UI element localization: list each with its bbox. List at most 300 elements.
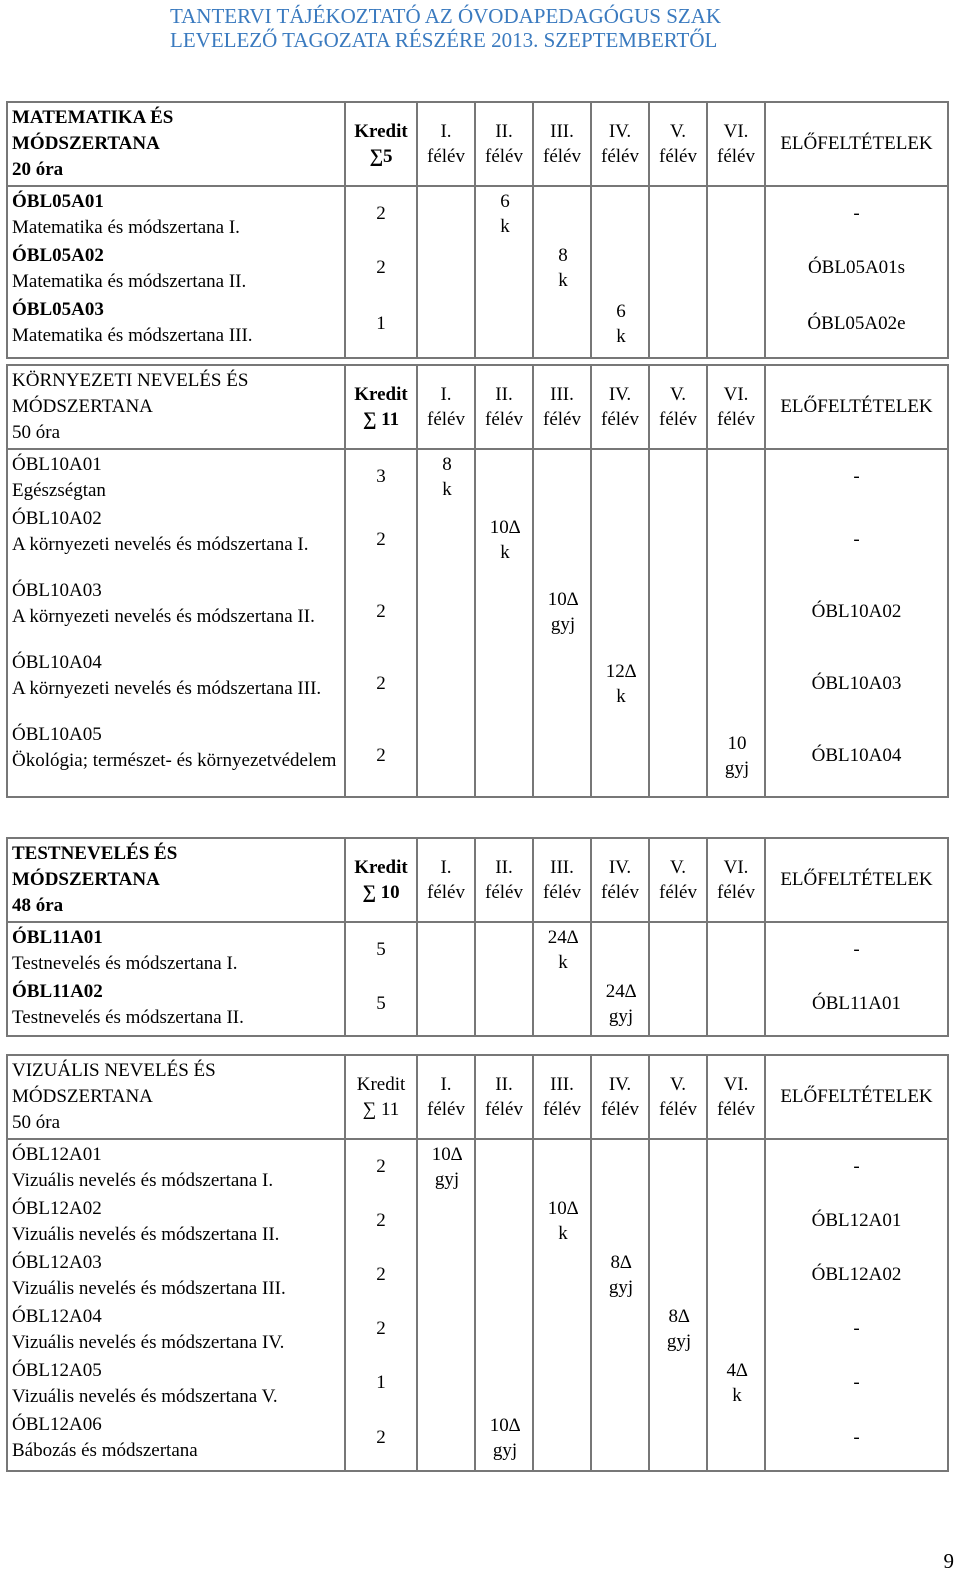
contact-hours: 10	[727, 733, 747, 754]
semester-number: V.	[669, 1074, 687, 1095]
prereq-value: ÓBL10A03	[811, 673, 902, 694]
subject-item	[12, 722, 340, 794]
prereq-value: ÓBL10A02	[811, 601, 902, 622]
semester-word: félév	[485, 882, 523, 903]
semester-word: félév	[485, 1099, 523, 1120]
semester-header-s6	[707, 1055, 765, 1139]
semester-marks	[650, 187, 706, 353]
title-line: TESTNEVELÉS ÉS	[12, 843, 178, 864]
subject-table	[6, 837, 949, 1037]
exam-mark	[476, 189, 534, 239]
semester-number: IV.	[608, 121, 632, 142]
subject-name: Egészségtan	[12, 480, 106, 501]
semester-marks	[534, 450, 590, 792]
subject-item	[12, 979, 340, 1033]
semester-word: félév	[601, 146, 639, 167]
kredit-value: 2	[376, 257, 386, 278]
kredit-value: 2	[376, 1427, 386, 1448]
exam-mark	[418, 1142, 476, 1192]
exam-mark	[592, 659, 650, 709]
subject-name: Vizuális nevelés és módszertana II.	[12, 1224, 280, 1245]
kredit-value: 2	[376, 1318, 386, 1339]
title-line: KÖRNYEZETI NEVELÉS ÉS	[12, 370, 249, 391]
semester-header-s4	[591, 365, 649, 449]
subject-code: ÓBL10A03	[12, 580, 102, 601]
table-body-row	[7, 186, 948, 358]
table-body-row	[7, 1139, 948, 1471]
semester-header-s2	[475, 838, 533, 922]
prereq-value: -	[853, 939, 860, 960]
subject-item	[12, 1412, 340, 1468]
kredit-value: 2	[376, 1264, 386, 1285]
subject-list	[7, 1139, 345, 1471]
subject-item	[12, 1358, 340, 1412]
prereq-value: ÓBL11A01	[811, 993, 902, 1014]
assessment-type: k	[500, 542, 510, 563]
semester-word: félév	[717, 882, 755, 903]
subject-group-title	[7, 365, 345, 449]
kredit-values	[346, 1140, 416, 1466]
kredit-values	[346, 450, 416, 792]
subject-code: ÓBL12A06	[12, 1414, 102, 1435]
assessment-type: gyj	[434, 1169, 460, 1190]
assessment-type: k	[732, 1385, 742, 1406]
table-body-row	[7, 449, 948, 797]
semester-number: III.	[550, 857, 574, 878]
prereq-column	[765, 449, 948, 797]
kredit-header	[345, 365, 417, 449]
semester-header-s4	[591, 1055, 649, 1139]
semester-word: félév	[543, 1099, 581, 1120]
semester-column-4	[591, 922, 649, 1036]
contact-hours: 8	[558, 245, 568, 266]
subject-table	[6, 101, 949, 359]
kredit-sum: ∑ 11	[362, 1099, 400, 1120]
subject-name: Vizuális nevelés és módszertana III.	[12, 1278, 286, 1299]
subject-name: Vizuális nevelés és módszertana IV.	[12, 1332, 285, 1353]
table-body-row	[7, 922, 948, 1036]
contact-hours: 8∆	[668, 1306, 690, 1327]
prereq-value: -	[853, 1156, 860, 1177]
prereq-value: ÓBL10A04	[811, 745, 902, 766]
semester-number: V.	[669, 384, 687, 405]
semester-number: VI.	[723, 384, 749, 405]
semester-column-5	[649, 186, 707, 358]
subject-name: Matematika és módszertana II.	[12, 271, 247, 292]
semester-marks	[650, 923, 706, 1031]
semester-word: félév	[717, 1099, 755, 1120]
contact-hours: 6	[616, 301, 626, 322]
contact-hours: 24∆	[547, 927, 579, 948]
prereq-value: ÓBL12A01	[811, 1210, 902, 1231]
semester-header-s6	[707, 838, 765, 922]
assessment-type: k	[558, 952, 568, 973]
exam-mark	[592, 299, 650, 349]
contact-hours: 24∆	[605, 981, 637, 1002]
semester-number: II.	[495, 857, 513, 878]
subject-code: ÓBL12A05	[12, 1360, 102, 1381]
kredit-value: 2	[376, 203, 386, 224]
subject-item	[12, 189, 340, 243]
semester-word: félév	[543, 146, 581, 167]
semester-marks	[708, 450, 764, 792]
contact-hours: 8	[442, 454, 452, 475]
table-header-row	[7, 1055, 948, 1139]
semester-marks	[650, 1140, 706, 1466]
contact-hours: 10∆	[431, 1144, 463, 1165]
kredit-value: 1	[376, 313, 386, 334]
exam-mark	[418, 452, 476, 502]
semester-marks	[418, 187, 474, 353]
assessment-type: gyj	[608, 1006, 634, 1027]
semester-column-5	[649, 449, 707, 797]
subject-code: ÓBL11A02	[12, 981, 103, 1002]
contact-hours: 8∆	[610, 1252, 632, 1273]
kredit-value: 2	[376, 673, 386, 694]
kredit-header	[345, 102, 417, 186]
semester-header-s3	[533, 102, 591, 186]
semester-marks	[592, 450, 648, 792]
semester-word: félév	[717, 146, 755, 167]
subject-code: ÓBL10A04	[12, 652, 102, 673]
subject-code: ÓBL12A02	[12, 1198, 102, 1219]
semester-header-s1	[417, 365, 475, 449]
contact-hours: 10∆	[547, 1198, 579, 1219]
subject-name: Vizuális nevelés és módszertana I.	[12, 1170, 274, 1191]
semester-word: félév	[427, 146, 465, 167]
kredit-value: 3	[376, 466, 386, 487]
semester-number: I.	[440, 384, 452, 405]
exam-mark	[476, 515, 534, 565]
kredit-value: 2	[376, 1156, 386, 1177]
semester-number: II.	[495, 121, 513, 142]
subject-name: Testnevelés és módszertana II.	[12, 1007, 244, 1028]
kredit-sum: ∑5	[369, 146, 393, 167]
title-line: VIZUÁLIS NEVELÉS ÉS	[12, 1060, 216, 1081]
semester-column-2	[475, 449, 533, 797]
subject-list	[7, 922, 345, 1036]
subject-item	[12, 297, 340, 355]
kredit-label: Kredit	[356, 1074, 406, 1095]
semester-marks	[534, 923, 590, 1031]
subject-table	[6, 1054, 949, 1472]
prereq-values	[766, 450, 947, 792]
semester-column-4	[591, 186, 649, 358]
subject-code: ÓBL05A01	[12, 191, 104, 212]
semester-word: félév	[659, 146, 697, 167]
semester-header-s4	[591, 838, 649, 922]
prereq-header: ELŐFELTÉTELEK	[765, 838, 948, 922]
prereq-column	[765, 922, 948, 1036]
semester-number: I.	[440, 1074, 452, 1095]
semester-header-s2	[475, 1055, 533, 1139]
semester-column-5	[649, 1139, 707, 1471]
page-number: 9	[943, 1549, 954, 1573]
kredit-value: 5	[376, 939, 386, 960]
semester-number: IV.	[608, 857, 632, 878]
subject-item	[12, 506, 340, 578]
assessment-type: gyj	[608, 1277, 634, 1298]
prereq-value: -	[853, 529, 860, 550]
semester-header-s3	[533, 1055, 591, 1139]
semester-number: VI.	[723, 1074, 749, 1095]
semester-header-s2	[475, 365, 533, 449]
semester-word: félév	[427, 1099, 465, 1120]
semester-word: félév	[601, 882, 639, 903]
semester-header-s1	[417, 838, 475, 922]
semester-number: II.	[495, 1074, 513, 1095]
semester-header-s3	[533, 838, 591, 922]
subject-list	[7, 186, 345, 358]
title-line: 50 óra	[12, 422, 61, 443]
exam-mark	[534, 925, 592, 975]
kredit-value: 1	[376, 1372, 386, 1393]
semester-word: félév	[601, 409, 639, 430]
semester-word: félév	[427, 882, 465, 903]
subject-name: Matematika és módszertana I.	[12, 217, 240, 238]
prereq-header: ELŐFELTÉTELEK	[765, 1055, 948, 1139]
assessment-type: gyj	[666, 1331, 692, 1352]
kredit-sum: ∑ 11	[362, 409, 400, 430]
semester-marks	[708, 923, 764, 1031]
subject-item	[12, 243, 340, 297]
contact-hours: 10∆	[489, 1415, 521, 1436]
assessment-type: k	[442, 479, 452, 500]
prereq-values	[766, 1140, 947, 1466]
contact-hours: 10∆	[489, 517, 521, 538]
exam-mark	[650, 1304, 708, 1354]
semester-word: félév	[717, 409, 755, 430]
contact-hours: 4∆	[726, 1360, 748, 1381]
contact-hours: 10∆	[547, 589, 579, 610]
subject-item	[12, 1142, 340, 1196]
semester-header-s6	[707, 102, 765, 186]
semester-column-2	[475, 922, 533, 1036]
semester-column-6	[707, 922, 765, 1036]
kredit-column	[345, 1139, 417, 1471]
semester-column-6	[707, 1139, 765, 1471]
kredit-sum: ∑ 10	[362, 882, 400, 903]
semester-header-s5	[649, 1055, 707, 1139]
subject-code: ÓBL05A03	[12, 299, 104, 320]
subject-list	[7, 449, 345, 797]
subject-name: A környezeti nevelés és módszertana II.	[12, 606, 315, 627]
semester-number: IV.	[608, 1074, 632, 1095]
semester-word: félév	[659, 1099, 697, 1120]
semester-marks	[534, 1140, 590, 1466]
semester-number: V.	[669, 121, 687, 142]
semester-header-s1	[417, 102, 475, 186]
semester-header-s4	[591, 102, 649, 186]
subject-name: Matematika és módszertana III.	[12, 325, 253, 346]
assessment-type: gyj	[724, 758, 750, 779]
semester-column-3	[533, 922, 591, 1036]
semester-marks	[476, 187, 532, 353]
semester-column-6	[707, 449, 765, 797]
subject-name: A környezeti nevelés és módszertana I.	[12, 534, 309, 555]
prereq-values	[766, 187, 947, 353]
title-line: MATEMATIKA ÉS	[12, 107, 174, 128]
kredit-header	[345, 838, 417, 922]
subject-item	[12, 452, 340, 506]
assessment-type: k	[558, 270, 568, 291]
prereq-value: ÓBL12A02	[811, 1264, 902, 1285]
subject-name: Vizuális nevelés és módszertana V.	[12, 1386, 278, 1407]
kredit-value: 2	[376, 601, 386, 622]
semester-marks	[476, 923, 532, 1031]
subject-item	[12, 1304, 340, 1358]
subject-group-title	[7, 838, 345, 922]
semester-number: I.	[440, 857, 452, 878]
subject-group-title	[7, 1055, 345, 1139]
semester-word: félév	[485, 409, 523, 430]
subject-code: ÓBL10A02	[12, 508, 102, 529]
semester-column-1	[417, 186, 475, 358]
kredit-values	[346, 187, 416, 353]
kredit-header	[345, 1055, 417, 1139]
semester-column-2	[475, 186, 533, 358]
assessment-type: gyj	[492, 1440, 518, 1461]
semester-column-3	[533, 449, 591, 797]
exam-mark	[592, 979, 650, 1029]
kredit-column	[345, 922, 417, 1036]
subject-name: Ökológia; természet- és környezetvédelem	[12, 750, 337, 771]
kredit-column	[345, 186, 417, 358]
semester-number: III.	[550, 121, 574, 142]
semester-marks	[418, 450, 474, 792]
semester-marks	[476, 450, 532, 792]
title-line: 48 óra	[12, 895, 64, 916]
exam-mark	[708, 731, 766, 781]
exam-mark	[534, 587, 592, 637]
assessment-type: k	[558, 1223, 568, 1244]
subject-code: ÓBL05A02	[12, 245, 104, 266]
prereq-value: -	[853, 1318, 860, 1339]
contact-hours: 6	[500, 191, 510, 212]
subject-code: ÓBL11A01	[12, 927, 103, 948]
semester-marks	[592, 1140, 648, 1466]
exam-mark	[534, 1196, 592, 1246]
semester-column-1	[417, 922, 475, 1036]
semester-word: félév	[543, 882, 581, 903]
subject-code: ÓBL12A01	[12, 1144, 102, 1165]
semester-column-3	[533, 1139, 591, 1471]
assessment-type: k	[616, 686, 626, 707]
prereq-values	[766, 923, 947, 1031]
semester-marks	[708, 187, 764, 353]
exam-mark	[592, 1250, 650, 1300]
title-line: MÓDSZERTANA	[12, 869, 160, 890]
kredit-label: Kredit	[354, 121, 408, 142]
subject-item	[12, 925, 340, 979]
semester-header-s5	[649, 838, 707, 922]
semester-header-s6	[707, 365, 765, 449]
semester-marks	[418, 1140, 474, 1466]
kredit-label: Kredit	[354, 857, 408, 878]
subject-item	[12, 578, 340, 650]
semester-marks	[476, 1140, 532, 1466]
semester-marks	[592, 923, 648, 1031]
semester-column-4	[591, 1139, 649, 1471]
semester-marks	[534, 187, 590, 353]
prereq-column	[765, 1139, 948, 1471]
contact-hours: 12∆	[605, 661, 637, 682]
semester-word: félév	[601, 1099, 639, 1120]
assessment-type: k	[500, 216, 510, 237]
table-header-row	[7, 102, 948, 186]
semester-header-s3	[533, 365, 591, 449]
subject-code: ÓBL12A03	[12, 1252, 102, 1273]
semester-number: VI.	[723, 857, 749, 878]
kredit-values	[346, 923, 416, 1031]
semester-marks	[650, 450, 706, 792]
semester-word: félév	[659, 882, 697, 903]
semester-header-s2	[475, 102, 533, 186]
semester-word: félév	[659, 409, 697, 430]
prereq-value: ÓBL05A02e	[807, 313, 906, 334]
title-line: MÓDSZERTANA	[12, 133, 160, 154]
semester-number: III.	[550, 384, 574, 405]
semester-word: félév	[427, 409, 465, 430]
subject-code: ÓBL10A05	[12, 724, 102, 745]
semester-column-6	[707, 186, 765, 358]
kredit-value: 2	[376, 529, 386, 550]
exam-mark	[708, 1358, 766, 1408]
prereq-value: -	[853, 1427, 860, 1448]
subject-table	[6, 364, 949, 798]
semester-header-s5	[649, 365, 707, 449]
table-header-row	[7, 838, 948, 922]
semester-word: félév	[485, 146, 523, 167]
semester-column-1	[417, 449, 475, 797]
kredit-value: 2	[376, 745, 386, 766]
assessment-type: gyj	[550, 614, 576, 635]
semester-number: V.	[669, 857, 687, 878]
semester-marks	[708, 1140, 764, 1466]
kredit-value: 5	[376, 993, 386, 1014]
semester-column-5	[649, 922, 707, 1036]
semester-column-4	[591, 449, 649, 797]
semester-marks	[592, 187, 648, 353]
kredit-column	[345, 449, 417, 797]
subject-code: ÓBL10A01	[12, 454, 102, 475]
exam-mark	[534, 243, 592, 293]
assessment-type: k	[616, 326, 626, 347]
prereq-column	[765, 186, 948, 358]
subject-group-title	[7, 102, 345, 186]
subject-item	[12, 1250, 340, 1304]
semester-number: I.	[440, 121, 452, 142]
subject-item	[12, 1196, 340, 1250]
semester-column-2	[475, 1139, 533, 1471]
table-header-row	[7, 365, 948, 449]
semester-number: II.	[495, 384, 513, 405]
subject-name: A környezeti nevelés és módszertana III.	[12, 678, 322, 699]
prereq-header: ELŐFELTÉTELEK	[765, 102, 948, 186]
title-line: 50 óra	[12, 1112, 61, 1133]
semester-marks	[418, 923, 474, 1031]
header-line-2: LEVELEZŐ TAGOZATA RÉSZÉRE 2013. SZEPTEMBERTŐL	[170, 28, 718, 52]
semester-number: III.	[550, 1074, 574, 1095]
prereq-header: ELŐFELTÉTELEK	[765, 365, 948, 449]
prereq-value: ÓBL05A01s	[807, 257, 906, 278]
subject-name: Testnevelés és módszertana I.	[12, 953, 238, 974]
prereq-value: -	[853, 466, 860, 487]
title-line: MÓDSZERTANA	[12, 1086, 153, 1107]
semester-header-s5	[649, 102, 707, 186]
semester-column-3	[533, 186, 591, 358]
subject-item	[12, 650, 340, 722]
